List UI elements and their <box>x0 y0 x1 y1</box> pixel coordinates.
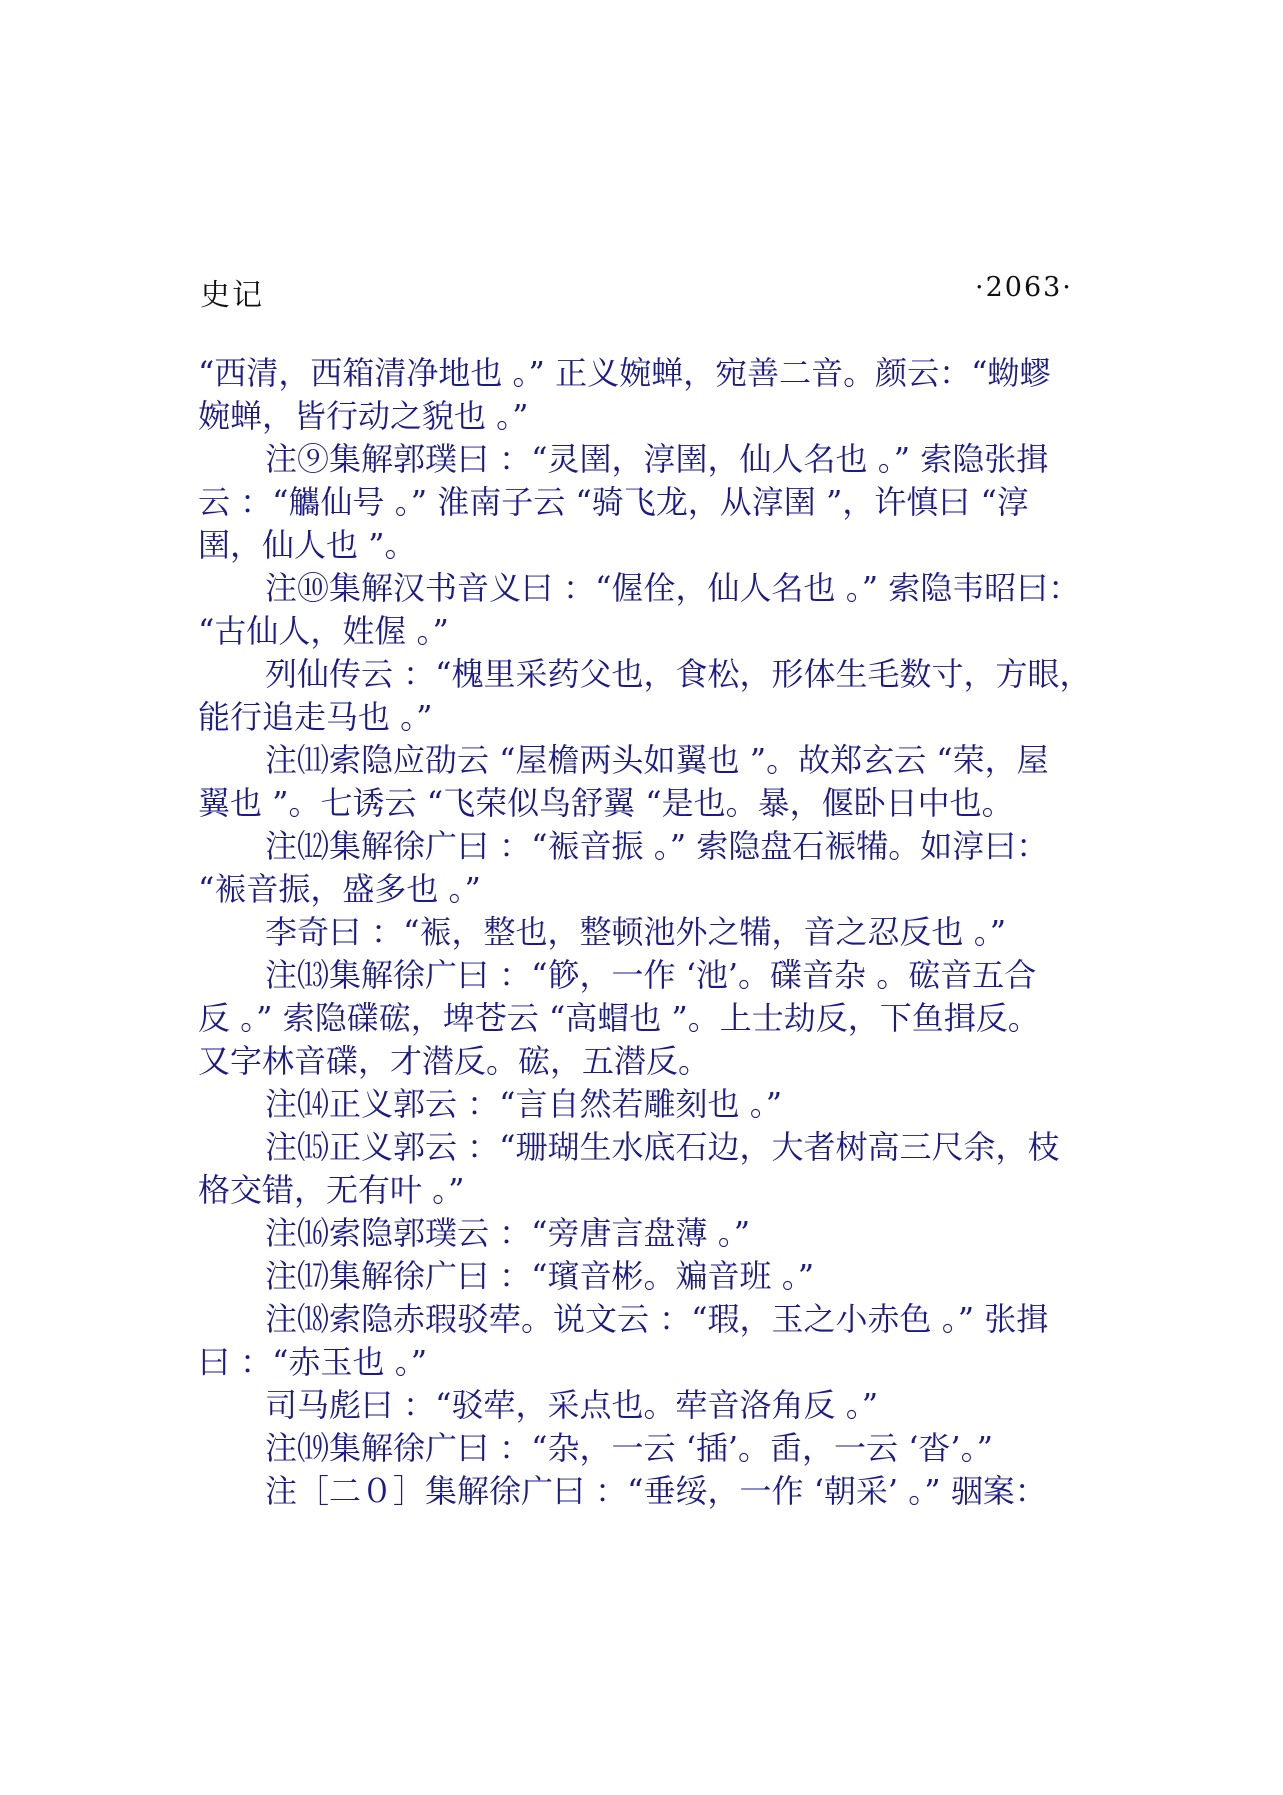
text-line: “裖音振，盛多也 。” <box>198 870 481 908</box>
text-line: 注⑾索隐应劭云 “屋檐两头如翼也 ”。故郑玄云 “荣，屋 <box>265 741 1049 779</box>
text-line: 能行追走马也 。” <box>198 698 433 736</box>
text-line: 注⑿集解徐广曰 ：“裖音振 。” 索隐盘石裖犕。如淳曰： <box>265 827 1049 865</box>
text-line: 注⑩集解汉书音义曰 ：“偓佺，仙人名也 。” 索隐韦昭曰： <box>265 569 1081 607</box>
page-number: ·2063· <box>975 272 1073 303</box>
text-line: 注⒆集解徐广曰 ：“杂，一云 ‘插’。臿，一云 ‘沓’。” <box>265 1429 993 1467</box>
text-line: 婉蝉，皆行动之貌也 。” <box>198 397 529 435</box>
text-line: 注⒁正义郭云 ：“言自然若雕刻也 。” <box>265 1085 783 1123</box>
text-line: 注⒃索隐郭璞云 ：“旁唐言盘薄 。” <box>265 1214 751 1252</box>
text-line: 翼也 ”。七诱云 “飞荣似鸟舒翼 “是也。暴，偃卧日中也。 <box>198 784 1014 822</box>
text-line: 注⑨集解郭璞曰 ：“灵圉，淳圉，仙人名也 。” 索隐张揖 <box>265 440 1049 478</box>
text-line: 又字林音礏，才潜反。硡，五潜反。 <box>198 1042 711 1080</box>
text-line: 反 。” 索隐礏硡，埤苍云 “高蝐也 ”。上士劫反，下鱼揖反。 <box>198 999 1040 1037</box>
text-line: 曰 ：“赤玉也 。” <box>198 1343 428 1381</box>
text-line: 格交错，无有叶 。” <box>198 1171 465 1209</box>
text-line: “西清，西箱清净地也 。” 正义婉蝉，宛善二音。颜云：“蚴蟉 <box>198 354 1052 392</box>
text-line: 注⒀集解徐广曰 ：“篎，一作 ‘池’。礏音杂 。硡音五合 <box>265 956 1037 994</box>
text-line: 云 ：“觿仙号 。” 淮南子云 “骑飞龙，从淳圉 ”，许慎曰 “淳 <box>198 483 1029 521</box>
text-line: 圉，仙人也 ”。 <box>198 526 417 564</box>
text-line: 司马彪曰 ：“驳荦，采点也。荦音洛角反 。” <box>265 1386 879 1424</box>
text-line: 注⒄集解徐广曰 ：“璸音彬。斒音班 。” <box>265 1257 815 1295</box>
text-line: 列仙传云 ：“槐里采药父也，食松，形体生毛数寸，方眼， <box>265 655 1092 693</box>
text-line: 李奇曰 ：“裖，整也，整顿池外之犕，音之忍反也 。” <box>265 913 1007 951</box>
text-line: 注［二０］集解徐广曰 ：“垂绥，一作 ‘朝采’ 。” 骃案： <box>265 1472 1047 1510</box>
body-text <box>198 352 1098 1513</box>
text-line: 注⒂正义郭云 ：“珊瑚生水底石边，大者树高三尺余，枝 <box>265 1128 1060 1166</box>
text-line: “古仙人，姓偓 。” <box>198 612 449 650</box>
running-title: 史记 <box>200 278 264 313</box>
text-line: 注⒅索隐赤瑕驳荦。说文云 ：“瑕，玉之小赤色 。” 张揖 <box>265 1300 1049 1338</box>
